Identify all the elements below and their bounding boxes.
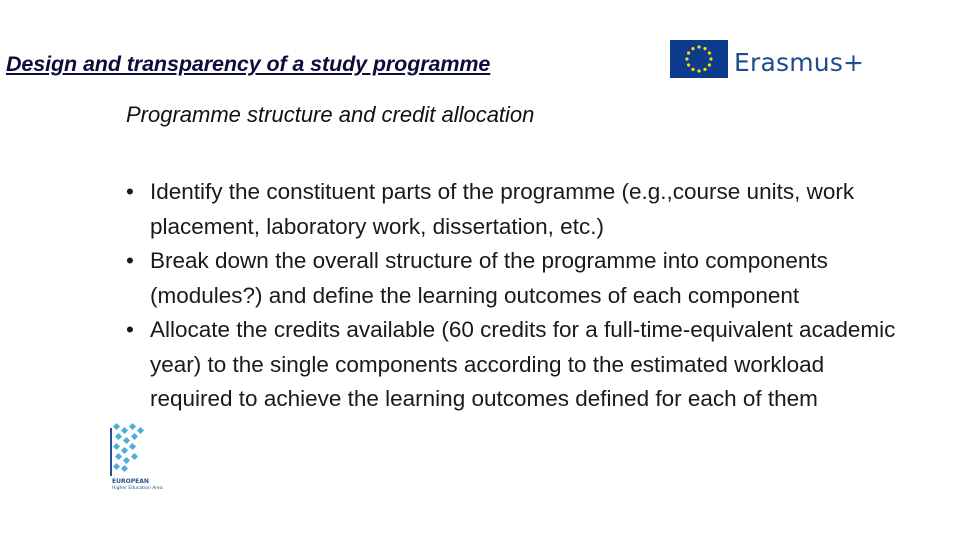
bullet-marker: • (126, 248, 134, 273)
bullet-text: Allocate the credits available (60 credits for a full-time-equivalent academic year) to the single components according to the estimated workload required to achieve the learning outcomes defined for each of them (150, 317, 896, 411)
eu-flag-icon (670, 40, 728, 78)
erasmus-plus-logo (670, 40, 870, 80)
bullet-list (126, 175, 906, 417)
ehea-caption-subtitle: Higher Education Area (112, 486, 163, 491)
bullet-marker: • (126, 179, 134, 204)
bullet-marker: • (126, 317, 134, 342)
ehea-caption-title: EUROPEAN (112, 478, 149, 485)
bullet-text: Break down the overall structure of the programme into components (modules?) and define the learning outcomes of each component (150, 248, 828, 308)
bullet-item (126, 313, 906, 417)
bullet-item (126, 244, 906, 313)
slide-title: Design and transparency of a study programme (6, 52, 491, 76)
bullet-text: Identify the constituent parts of the programme (e.g.,course units, work placement, laboratory work, dissertation, etc.) (150, 179, 855, 239)
section-subtitle: Programme structure and credit allocation (126, 102, 535, 127)
erasmus-logo-text: Erasmus+ (734, 48, 865, 77)
bullet-item (126, 175, 906, 244)
